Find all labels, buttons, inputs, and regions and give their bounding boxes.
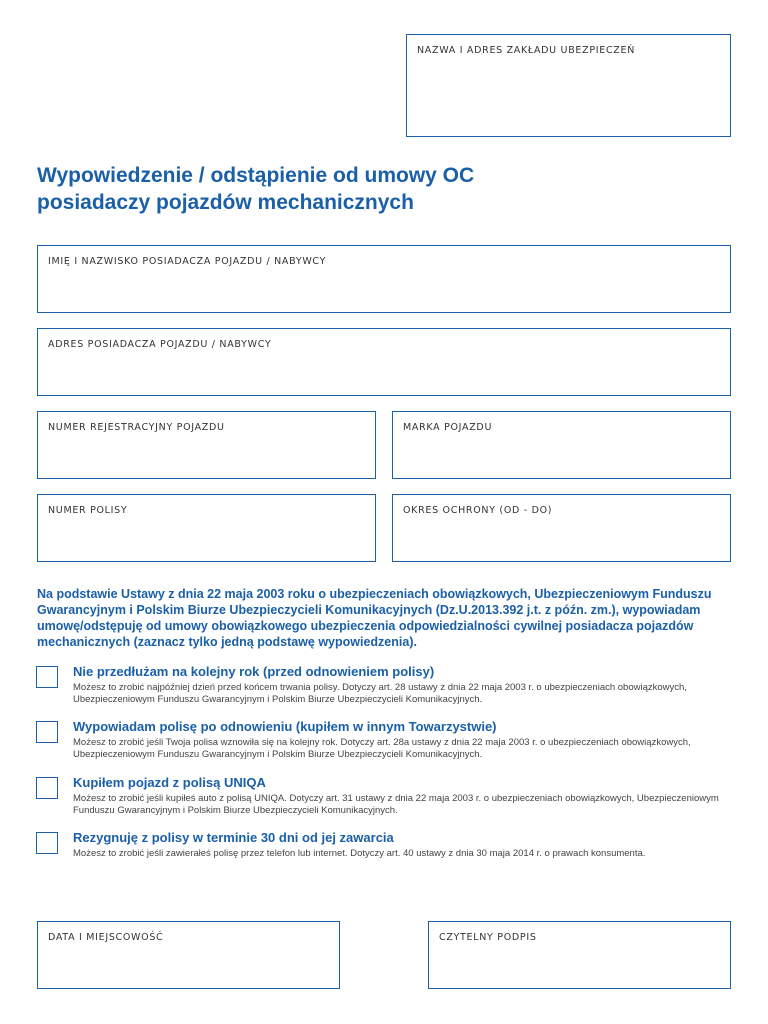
signature-field[interactable] [428,921,731,989]
checkbox-bought-vehicle[interactable] [36,777,58,799]
owner-name-label: IMIĘ I NAZWISKO POSIADACZA POJAZDU / NABYWCY [48,256,327,267]
policy-number-label: NUMER POLISY [48,505,128,516]
coverage-period-label: OKRES OCHRONY (OD - DO) [403,505,553,516]
option-title: Kupiłem pojazd z polisą UNIQA [73,775,266,790]
owner-name-field[interactable] [37,245,731,313]
date-place-field[interactable] [37,921,340,989]
page-title-line-1: Wypowiedzenie / odstąpienie od umowy OC [37,164,475,187]
coverage-period-field[interactable] [392,494,731,562]
owner-address-field[interactable] [37,328,731,396]
date-place-label: DATA I MIEJSCOWOŚĆ [48,932,164,943]
checkbox-after-renewal[interactable] [36,721,58,743]
option-title: Rezygnuję z polisy w terminie 30 dni od jej zawarcia [73,830,394,845]
legal-basis-intro: Na podstawie Ustawy z dnia 22 maja 2003 roku o ubezpieczeniach obowiązkowych, Ubezpieczeniowym Funduszu Gwarancyjnym i Polskim Biurze Ubezpieczycieli Komunikacyjnych (Dz.U.2013.392 j.t. z późn. zm.), wypowiadam umowę/odstępuję od umowy obowiązkowego ubezpieczenia odpowiedzialności cywilnej posiadacza pojazdów mechanicznych (zaznacz tylko jedną podstawę wypowiedzenia). [37,587,712,649]
checkbox-withdraw-30-days[interactable] [36,832,58,854]
policy-number-field[interactable] [37,494,376,562]
option-description: Możesz to zrobić jeśli zawierałeś polisę przez telefon lub internet. Dotyczy art. 40 ustawy z dnia 30 maja 2014 r. o prawach konsumenta. [73,848,646,859]
vehicle-make-label: MARKA POJAZDU [403,422,493,433]
page-title-line-2: posiadaczy pojazdów mechanicznych [37,191,414,214]
option-description: Możesz to zrobić jeśli Twoja polisa wznowiła się na kolejny rok. Dotyczy art. 28a ustawy z dnia 22 maja 2003 r. o ubezpieczeniach obowiązkowych, Ubezpieczeniowym Funduszu Gwarancyjnym i Polskim Biurze Ubezpieczycieli Komunikacyjnych. [73,737,691,760]
owner-address-label: ADRES POSIADACZA POJAZDU / NABYWCY [48,339,272,350]
option-title: Nie przedłużam na kolejny rok (przed odnowieniem polisy) [73,664,435,679]
insurer-box-label: NAZWA I ADRES ZAKŁADU UBEZPIECZEŃ [417,45,636,56]
checkbox-no-renewal[interactable] [36,666,58,688]
option-description: Możesz to zrobić najpóźniej dzień przed końcem trwania polisy. Dotyczy art. 28 ustawy z dnia 22 maja 2003 r. o ubezpieczeniach obowiązkowych, Ubezpieczeniowym Funduszu Gwarancyjnym i Polskim Biurze Ubezpieczycieli Komunikacyjnych. [73,682,687,705]
registration-number-field[interactable] [37,411,376,479]
signature-label: CZYTELNY PODPIS [439,932,537,943]
insurer-box[interactable] [406,34,731,137]
registration-number-label: NUMER REJESTRACYJNY POJAZDU [48,422,225,433]
option-title: Wypowiadam polisę po odnowieniu (kupiłem w innym Towarzystwie) [73,719,497,734]
vehicle-make-field[interactable] [392,411,731,479]
option-description: Możesz to zrobić jeśli kupiłeś auto z polisą UNIQA. Dotyczy art. 31 ustawy z dnia 22 maja 2003 r. o ubezpieczeniach obowiązkowych, Ubezpieczeniowym Funduszu Gwarancyjnym i Polskim Biurze Ubezpieczycieli Komunikacyjnych. [73,793,719,816]
page-title [37,162,677,216]
